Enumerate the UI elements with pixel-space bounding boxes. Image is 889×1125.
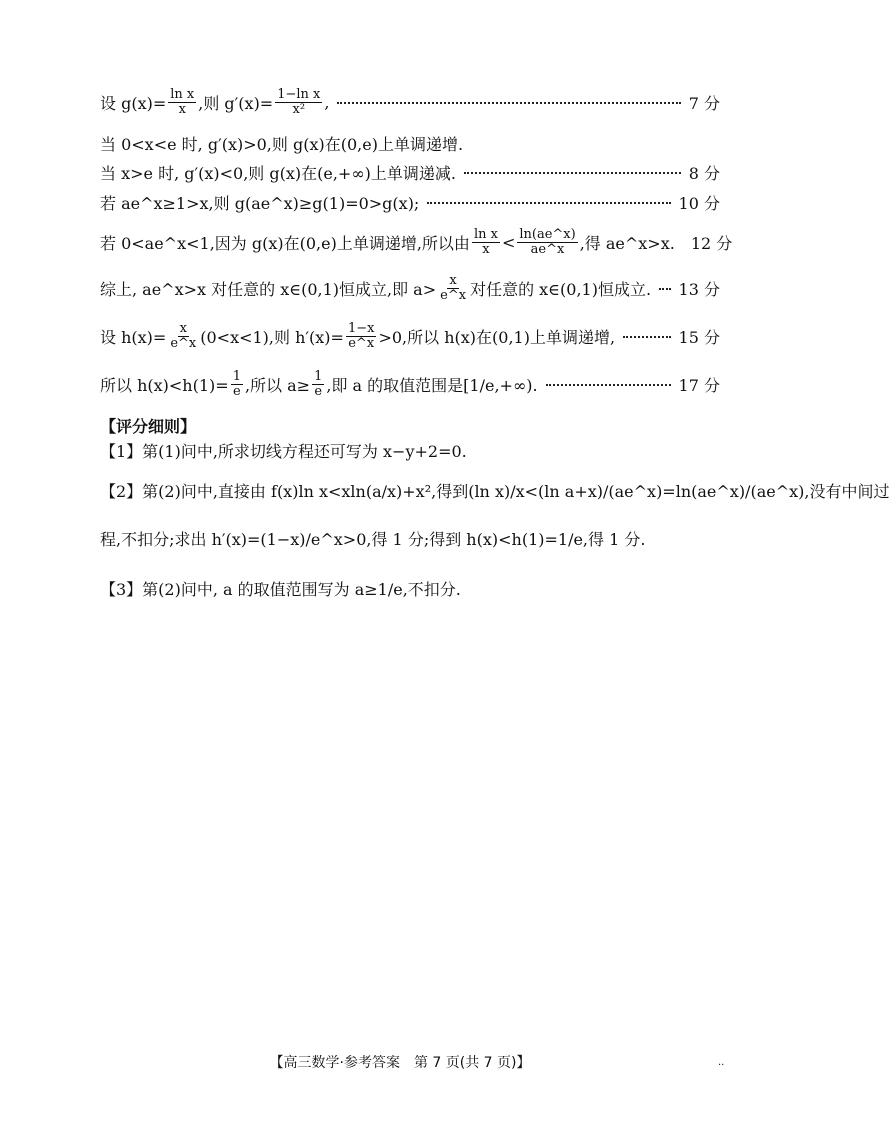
score: 17 分 — [678, 376, 720, 396]
score: 8 分 — [688, 164, 720, 183]
fraction: $\frac{\text{ln x}}{x}$ — [170, 87, 195, 118]
line-text: ,即 a 的取值范围是[1/e,+∞). — [326, 376, 538, 396]
section-title: 【评分细则】 — [100, 417, 197, 436]
line-text: >0,所以 h(x)在(0,1)上单调递增, — [378, 328, 616, 348]
line-text: 若 ae^x≥1>x,则 g(ae^x)≥g(1)=0>g(x); — [100, 194, 420, 213]
fraction: $\frac{\ln(ae\^{}x)}{ae\^{}x}$ — [519, 227, 576, 258]
fraction: $\frac{\text{1−ln x}}{\text{x²}}$ — [277, 87, 321, 118]
fraction: $\frac{x}{e\^{}x}$ — [170, 321, 197, 352]
rule-2: 【2】第(2)问中,直接由 f(x)ln x<xln(a/x)+x²,得到(ln x)/x<(ln a+x)/(ae^x)=ln(ae^x)/(ae^x),没有中间过 — [100, 482, 889, 501]
rule-3: 【3】第(2)问中, a 的取值范围写为 a≥1/e,不扣分. — [100, 580, 461, 599]
solution-line-8 — [100, 370, 720, 400]
fraction: $\frac{1-x}{e\^{}x}$ — [347, 321, 375, 352]
line-text: 若 0<ae^x<1,因为 g(x)在(0,e)上单调递增,所以由 — [100, 234, 470, 254]
rule-1: 【1】第(1)问中,所求切线方程还可写为 x−y+2=0. — [100, 442, 467, 461]
score: 10 分 — [678, 194, 720, 213]
line-text: 设 g(x)= — [100, 94, 167, 114]
line-text: 综上, ae^x>x 对任意的 x∈(0,1)恒成立,即 a> — [100, 280, 437, 300]
line-text: 设 h(x)= — [100, 328, 167, 348]
fraction: $\frac{x}{e\^{}x}$ — [440, 273, 467, 304]
solution-line-7 — [100, 322, 720, 352]
fraction: $\frac{\text{ln x}}{x}$ — [473, 227, 498, 258]
solution-line-4 — [100, 191, 720, 214]
line-text: 当 x>e 时, g′(x)<0,则 g(x)在(e,+∞)上单调递减. — [100, 164, 456, 183]
solution-line-6 — [100, 274, 720, 304]
solution-line-3 — [100, 161, 720, 184]
page-footer: 【高三数学·参考答案 第 7 页(共 7 页)】 — [269, 1055, 531, 1071]
fraction: $\frac{1}{e}$ — [314, 369, 323, 400]
line-text: ,得 ae^x>x. — [579, 234, 675, 254]
score: 7 分 — [688, 94, 720, 114]
score: 12 分 — [690, 234, 733, 254]
line-text: 当 0<x<e 时, g′(x)>0,则 g(x)在(0,e)上单调递增. — [100, 135, 464, 154]
leader-dots — [546, 384, 671, 386]
leader-dots — [464, 172, 681, 174]
rule-2-continued: 程,不扣分;求出 h′(x)=(1−x)/e^x>0,得 1 分;得到 h(x)<h(1)=1/e,得 1 分. — [100, 530, 646, 549]
line-text: ,则 g′(x)= — [198, 94, 274, 114]
solution-line-1 — [100, 88, 720, 118]
line-text: (0<x<1),则 h′(x)= — [200, 328, 344, 348]
line-text: < — [501, 233, 516, 253]
line-text: 对任意的 x∈(0,1)恒成立. — [470, 280, 652, 300]
line-text: , — [324, 93, 330, 113]
leader-dots — [337, 102, 680, 104]
corner-mark: ·· — [718, 1060, 725, 1071]
solution-line-2 — [100, 132, 720, 155]
leader-dots — [659, 288, 671, 290]
leader-dots — [427, 202, 670, 204]
solution-line-5 — [100, 227, 733, 258]
score: 15 分 — [678, 328, 720, 348]
fraction: $\frac{1}{e}$ — [232, 369, 241, 400]
line-text: ,所以 a≥ — [244, 376, 311, 396]
leader-dots — [623, 336, 671, 338]
line-text: 所以 h(x)<h(1)= — [100, 376, 229, 396]
score: 13 分 — [678, 280, 720, 300]
